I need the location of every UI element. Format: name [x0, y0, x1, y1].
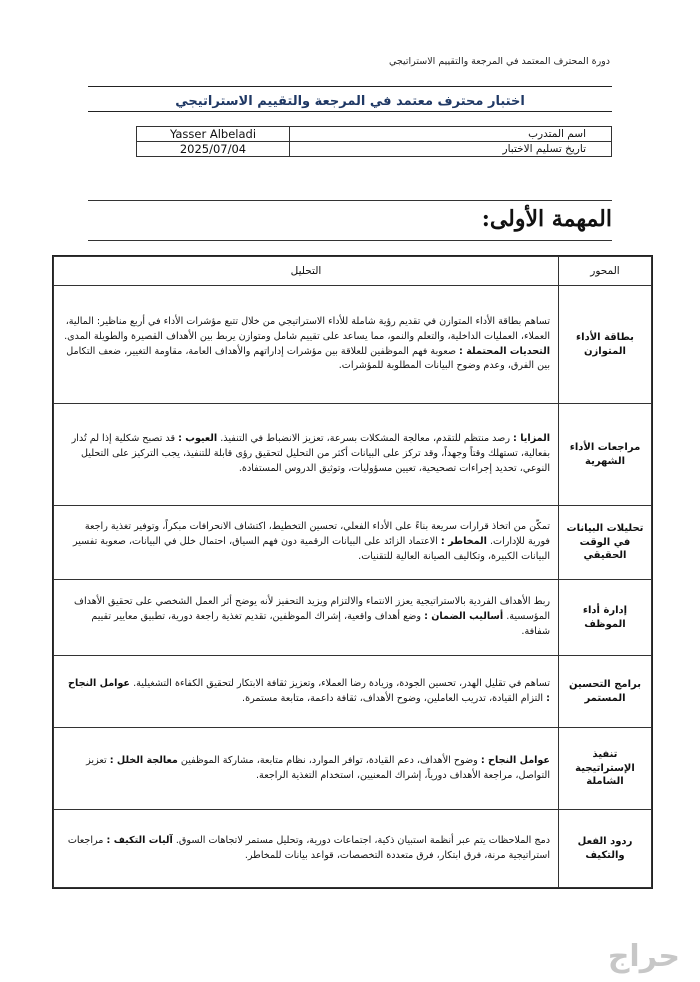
row-bold-label: التحديات المحتملة :	[459, 345, 550, 357]
course-header: دورة المحترف المعتمد في المرجعة والتقييم الاستراتيجي	[388, 56, 610, 67]
row-axis: مراجعات الأداء الشهرية	[559, 404, 652, 506]
row-text-2: مراجعات استراتيجية مرنة، فرق ابتكار، فرق متعددة التخصصات، قواعد بيانات للمخاطر.	[67, 834, 550, 861]
analysis-table-frame	[52, 255, 653, 889]
row-analysis	[54, 728, 559, 810]
site-watermark: حراج	[607, 939, 680, 974]
exam-title: اختبار محترف معتمد في المرجعة والتقييم الاستراتيجي	[175, 94, 525, 109]
row-bold-label: آليات التكيف :	[106, 834, 173, 846]
row-text-2: قد تصبح شكلية إذا لم تُدار بفعالية، تستهلك وقتاً وجهداً، وقد تركز على البيانات أكثر من التحليل لتحقيق رؤى قابلة للتنفيذ، يجب التركيز على التحليل النوعي، تحديد إجراءات تصحيحية، تعيين مسؤوليات، وتوثيق الدروس المستفادة.	[71, 433, 550, 474]
row-axis: إدارة أداء الموظف	[559, 580, 652, 656]
row-text-2: صعوبة فهم الموظفين للعلاقة بين مؤشرات إداراتهم والأهداف العامة، مقاومة التغيير، ضعف التكامل بين الفرق، وعدم وضوح البيانات المطلوبة للمؤشرات.	[66, 345, 550, 372]
row-text: رصد منتظم للتقدم، معالجة المشكلات بسرعة، تعزيز الانضباط في التنفيذ.	[220, 433, 510, 445]
date-row	[137, 142, 612, 157]
table-row	[54, 404, 652, 506]
table-row	[54, 728, 652, 810]
column-header-analysis: التحليل	[54, 257, 559, 286]
table-row	[54, 810, 652, 888]
table-row	[54, 286, 652, 404]
trainee-name-label: اسم المتدرب	[290, 127, 612, 142]
row-lead-label: عوامل النجاح :	[480, 754, 550, 766]
row-text: تساهم في تقليل الهدر، تحسين الجودة، وزيادة رضا العملاء، وتعزيز ثقافة الابتكار لتحقيق الكفاءة التشغيلية.	[133, 677, 550, 689]
row-text: تساهم بطاقة الأداء المتوازن في تقديم رؤية شاملة للأداء الاستراتيجي من خلال تتبع مؤشرات الأداء في أربع مناظير: المالية، العملاء، العمليات الداخلية، والتعلم والنمو، مما يساعد على تقييم شامل ومتوازن يربط بين الأهداف القصيرة والطويلة المدى.	[64, 315, 550, 342]
row-text: وضوح الأهداف، دعم القيادة، توافر الموارد، نظام متابعة، مشاركة الموظفين	[180, 754, 478, 766]
row-text-2: تعزيز التواصل، مراجعة الأهداف دورياً، إشراك المعنيين، استخدام التغذية الراجعة.	[86, 754, 550, 781]
task-heading: المهمة الأولى:	[481, 206, 612, 232]
table-row	[54, 506, 652, 580]
row-analysis	[54, 580, 559, 656]
row-axis: تحليلات البيانات في الوقت الحقيقي	[559, 506, 652, 580]
divider-top	[88, 200, 612, 201]
table-body	[54, 286, 652, 888]
row-analysis	[54, 286, 559, 404]
trainee-row	[137, 127, 612, 142]
row-bold-label: عوامل النجاح :	[68, 677, 550, 704]
row-bold-label: معالجة الخلل :	[109, 754, 178, 766]
trainee-name-value: Yasser Albeladi	[137, 127, 290, 142]
submission-date-label: تاريخ تسليم الاختبار	[290, 142, 612, 157]
divider-bottom	[88, 240, 612, 241]
row-text-2: الاعتماد الزائد على البيانات الرقمية دون فهم السياق، احتمال خلل في البيانات، صعوبة تفسير البيانات الكبيرة، وتكاليف الصيانة العالية للتقنيات.	[72, 536, 550, 562]
row-analysis	[54, 506, 559, 580]
column-header-axis: المحور	[559, 257, 652, 286]
row-lead-label: المزايا :	[513, 433, 550, 445]
exam-title-bar	[88, 86, 612, 112]
row-bold-label: العيوب :	[178, 433, 218, 445]
row-analysis	[54, 656, 559, 728]
table-row	[54, 656, 652, 728]
trainee-info-table	[136, 126, 612, 157]
row-text: دمج الملاحظات يتم عبر أنظمة استبيان ذكية، اجتماعات دورية، وتحليل مستمر لاتجاهات السوق.	[175, 834, 550, 846]
table-header-row	[54, 257, 652, 286]
row-text: ربط الأهداف الفردية بالاستراتيجية يعزز الانتماء والالتزام ويزيد التحفيز لأنه يوضح أثر العمل الشخصي على تحقيق الأهداف المؤسسية.	[74, 596, 550, 623]
row-axis: برامج التحسين المستمر	[559, 656, 652, 728]
row-text: تمكّن من اتخاذ قرارات سريعة بناءً على الأداء الفعلي، تحسين التخطيط، اكتشاف الانحرافات مبكراً، وتوفير تغذية راجعة فورية للإدارات.	[84, 521, 550, 548]
row-bold-label: المخاطر :	[440, 536, 487, 548]
row-axis: ردود الفعل والتكيف	[559, 810, 652, 888]
row-analysis	[54, 810, 559, 888]
row-analysis	[54, 404, 559, 506]
row-axis: تنفيذ الإستراتيجية الشاملة	[559, 728, 652, 810]
analysis-table	[53, 256, 652, 888]
row-axis: بطاقة الأداء المتوازن	[559, 286, 652, 404]
row-text-2: التزام القيادة، تدريب العاملين، وضوح الأهداف، ثقافة داعمة، متابعة مستمرة.	[242, 692, 544, 704]
table-row	[54, 580, 652, 656]
row-bold-label: أساليب الضمان :	[424, 611, 504, 623]
submission-date-value: 2025/07/04	[137, 142, 290, 157]
row-text-2: وضع أهداف واقعية، إشراك الموظفين، تقديم تغذية راجعة دورية، تطبيق معايير تقييم شفافة.	[91, 611, 550, 637]
